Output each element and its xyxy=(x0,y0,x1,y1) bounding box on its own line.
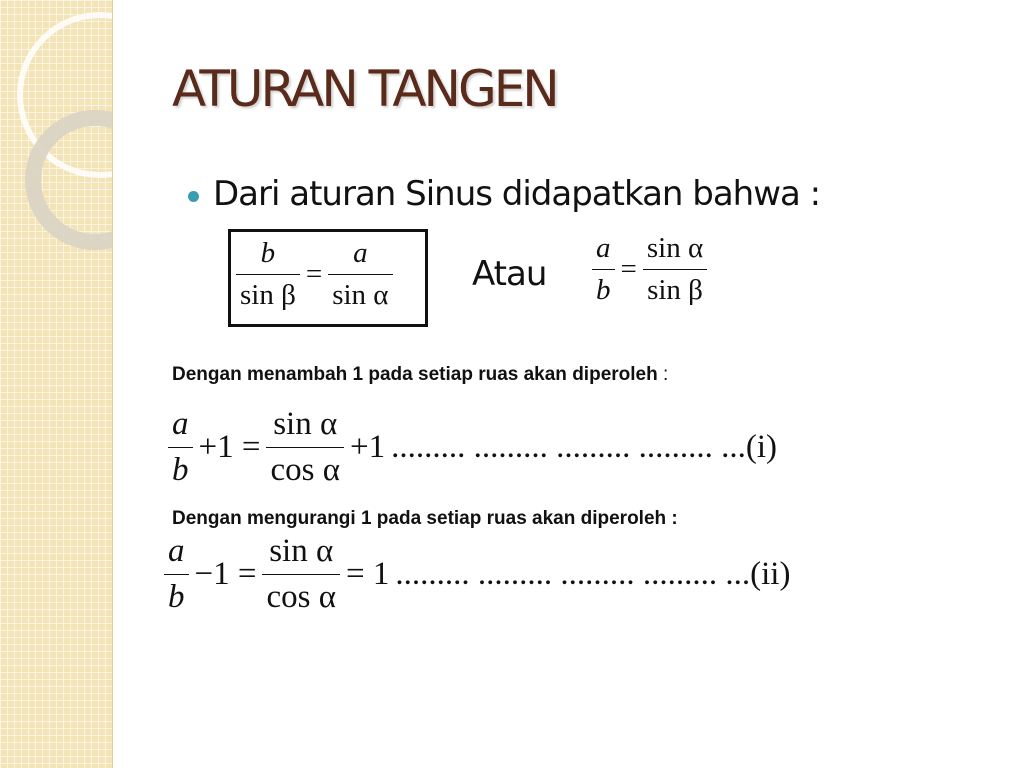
denominator: sin β xyxy=(647,274,703,306)
plus-one-equals: +1 = xyxy=(198,429,261,465)
equals-sign: = xyxy=(305,258,323,290)
fraction-bar xyxy=(236,274,300,275)
equation-label: (i) xyxy=(745,429,778,465)
note-add-one xyxy=(172,364,668,386)
atau-label: Atau xyxy=(472,254,547,294)
alternate-formula xyxy=(592,234,707,305)
fraction-bar xyxy=(168,447,193,448)
minus-one-equals: −1 = xyxy=(194,556,257,592)
fraction-sin-over-cos xyxy=(266,408,344,487)
boxed-formula xyxy=(236,239,393,310)
denominator: sin α xyxy=(332,279,389,311)
fraction-sin-alpha-over-sin-beta xyxy=(643,234,707,305)
numerator: sin α xyxy=(273,406,338,442)
fraction-bar xyxy=(328,274,392,275)
fraction-sin-over-cos xyxy=(262,535,340,614)
fraction-a-over-b xyxy=(592,234,615,305)
note-add-one-colon: : xyxy=(657,364,669,385)
page-title: ATURAN TANGEN xyxy=(172,60,557,118)
equation-label: (ii) xyxy=(750,556,791,592)
denominator: b xyxy=(168,579,185,615)
equation-ii xyxy=(164,535,790,614)
fraction-b-over-sin-beta xyxy=(236,239,300,310)
equation-i xyxy=(168,408,777,487)
denominator: cos α xyxy=(266,579,337,615)
fraction-bar xyxy=(262,574,340,575)
bullet-icon xyxy=(188,191,199,202)
note-add-one-text: Dengan menambah 1 pada setiap ruas akan diperoleh xyxy=(172,364,658,385)
decorative-rings xyxy=(0,0,112,768)
numerator: a xyxy=(596,232,611,264)
equals-sign: = xyxy=(620,253,637,285)
equals-one: = 1 xyxy=(346,556,390,592)
numerator: a xyxy=(353,237,368,269)
denominator: b xyxy=(172,452,189,488)
fraction-bar xyxy=(643,269,707,270)
numerator: sin α xyxy=(646,232,704,264)
fraction-bar xyxy=(592,269,615,270)
fraction-bar xyxy=(266,447,344,448)
denominator: sin β xyxy=(240,279,296,311)
decorative-side-band xyxy=(0,0,113,768)
numerator: a xyxy=(172,406,189,442)
plus-one: +1 xyxy=(350,429,386,465)
fraction-a-over-b xyxy=(164,535,189,614)
numerator: sin α xyxy=(269,533,334,569)
fraction-a-over-sin-alpha xyxy=(328,239,392,310)
fraction-bar xyxy=(164,574,189,575)
denominator: b xyxy=(596,274,611,306)
dotted-leader: ......... ......... ......... ......... ... xyxy=(395,556,751,592)
numerator: b xyxy=(260,237,276,269)
numerator: a xyxy=(168,533,185,569)
denominator: cos α xyxy=(270,452,341,488)
bullet-text: Dari aturan Sinus didapatkan bahwa : xyxy=(213,174,821,214)
note-subtract-one: Dengan mengurangi 1 pada setiap ruas akan diperoleh : xyxy=(172,508,678,529)
dotted-leader: ......... ......... ......... ......... ... xyxy=(391,429,746,465)
fraction-a-over-b xyxy=(168,408,193,487)
